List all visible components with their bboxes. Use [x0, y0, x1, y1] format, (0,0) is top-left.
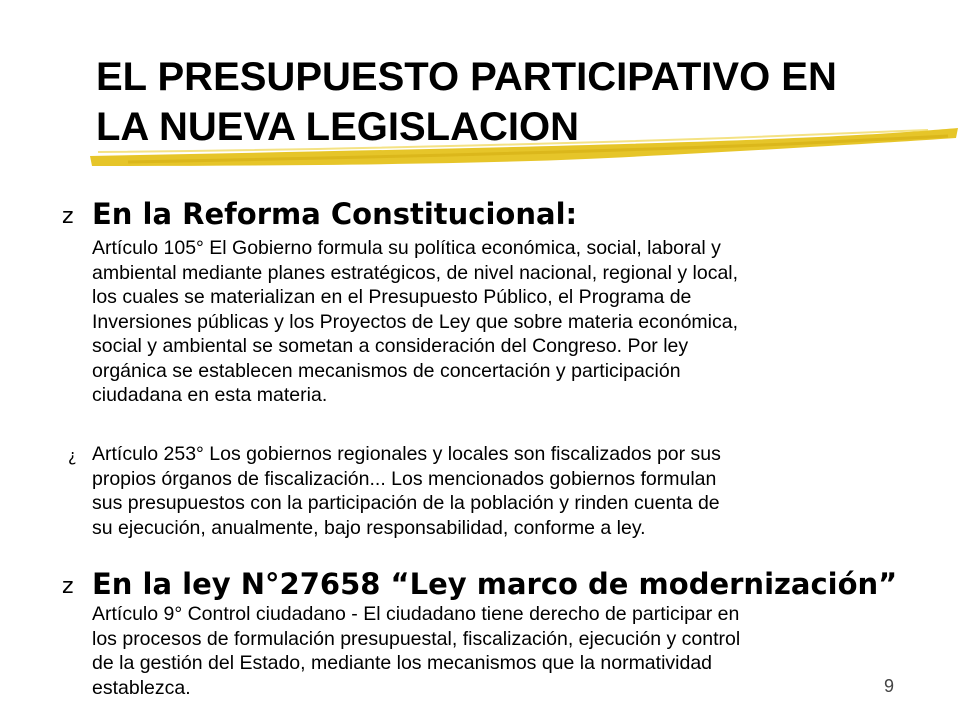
text-line: Artículo 9° Control ciudadano - El ciudadano tiene derecho de participar en: [92, 603, 740, 625]
text-line: los cuales se materializan en el Presupuesto Público, el Programa de: [92, 286, 692, 308]
text-line: ambiental mediante planes estratégicos, de nivel nacional, regional y local,: [92, 261, 739, 284]
article-9-text: [92, 602, 912, 700]
article-105-text: [92, 236, 912, 408]
text-line: propios órganos de fiscalización... Los mencionados gobiernos formulan: [92, 467, 717, 490]
text-line: sus presupuestos con la participación de la población y rinden cuenta de: [92, 492, 720, 514]
text-line: social y ambiental se sometan a consideración del Congreso. Por ley: [92, 335, 689, 357]
text-line: ciudadana en esta materia.: [92, 384, 328, 406]
article-253-text: [92, 442, 912, 540]
page-number: 9: [884, 676, 895, 696]
bullet-marker-section-2: z: [62, 574, 74, 599]
section-1-heading: En la Reforma Constitucional:: [92, 197, 578, 231]
text-line: Inversiones públicas y los Proyectos de Ley que sobre materia económica,: [92, 310, 739, 333]
text-line: los procesos de formulación presupuestal, fiscalización, ejecución y control: [92, 627, 741, 650]
sub-bullet-marker: ¿: [68, 446, 77, 465]
slide-title: [96, 52, 916, 152]
text-line: Artículo 253° Los gobiernos regionales y locales son fiscalizados por sus: [92, 443, 721, 465]
text-line: orgánica se establecen mecanismos de concertación y participación: [92, 359, 681, 382]
text-line: su ejecución, anualmente, bajo responsabilidad, conforme a ley.: [92, 516, 646, 539]
text-line: de la gestión del Estado, mediante los mecanismos que la normatividad: [92, 652, 713, 674]
slide-title-line-2: LA NUEVA LEGISLACION: [96, 105, 579, 149]
bullet-marker-section-1: z: [62, 204, 74, 229]
section-2-heading: En la ley N°27658 “Ley marco de modernización”: [92, 567, 898, 601]
slide-title-line-1: EL PRESUPUESTO PARTICIPATIVO EN: [96, 55, 837, 99]
text-line: Artículo 105° El Gobierno formula su política económica, social, laboral y: [92, 237, 721, 259]
text-line: establezca.: [92, 676, 191, 699]
